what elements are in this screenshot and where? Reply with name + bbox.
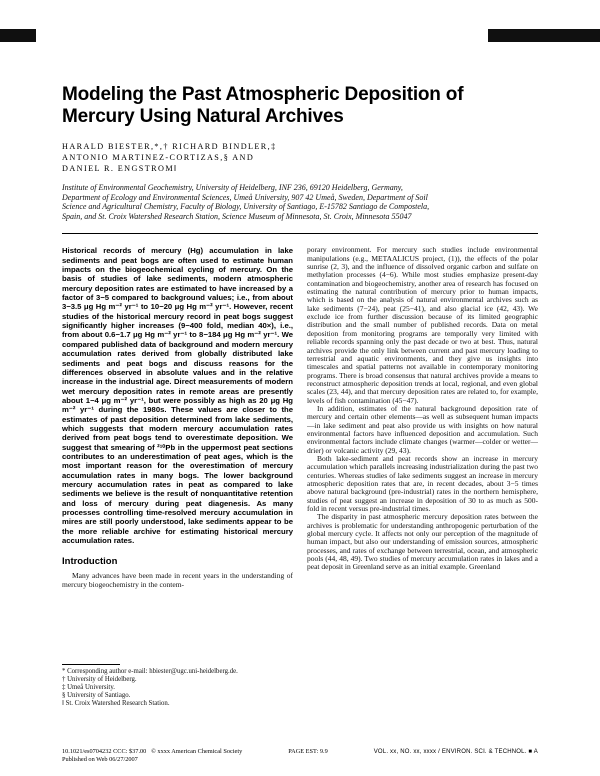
footnote-rule <box>62 664 120 665</box>
article-title: Modeling the Past Atmospheric Deposition of Mercury Using Natural Archives <box>62 84 464 127</box>
page-footer <box>62 748 538 764</box>
right-column <box>307 246 538 708</box>
footer-row-1 <box>62 748 538 756</box>
page-content <box>62 84 538 708</box>
title-divider-rule <box>62 233 538 234</box>
author-line: HARALD BIESTER,*,† RICHARD BINDLER,‡ <box>62 142 277 151</box>
body-paragraph: The disparity in past atmospheric mercury deposition rates between the archives is problematic for understanding anthropogenic perturbation of the global mercury cycle. It affects not only our perception of the magnitude of human impact, but also our understanding of emission sources, atmospheric processes, and rates of exchange between terrestrial, ocean, and atmospheric pools (44, 48, 49). Two studies of mercury accumulation rates in lakes and a peat deposit in Greenland serve as an initial example. Greenland <box>307 512 538 572</box>
section-heading-introduction: Introduction <box>62 556 118 568</box>
footer-doi-text: 10.1021/es0704232 CCC: $37.00 <box>62 748 147 755</box>
abstract-text: Historical records of mercury (Hg) accumulation in lake sediments and peat bogs are often used to estimate human impacts on the biogeochemical cycling of mercury. On the basis of studies of lake sediments, modern atmospheric mercury deposition rates are estimated to have increased by a factor of 3−5 compared to background values; i.e., from about 3−3.5 μg Hg m⁻² yr⁻¹ to 10−20 μg Hg m⁻² yr⁻¹. However, recent studies of the historical mercury record in peat bogs suggest significantly higher increases (9−400 fold, median 40×), i.e., from about 0.6−1.7 μg Hg m⁻² yr⁻¹ to 8−184 μg Hg m⁻² yr⁻¹. We compared published data of background and modern mercury accumulation rates derived from globally distributed lake sediments and peat bogs and discuss reasons for the differences observed in absolute values and in the relative increase in the industrial age. Direct measurements of modern wet mercury deposition rates in remote areas are presently about 1−4 μg m⁻² yr⁻¹, but were possibly as high as 20 μg Hg m⁻² yr⁻¹ during the 1980s. These values are closer to the estimates of past deposition determined from lake sediments, which suggests that modern mercury accumulation rates derived from peat bogs tend to overestimate deposition. We suggest that smearing of ²¹⁰Pb in the uppermost peat sections contributes to an underestimation of peat ages, which is the most important reason for the overestimation of mercury accumulation rates in many bogs. The lower background mercury accumulation rates in peat as compared to lake sediments we believe is the result of nonquantitative retention and loss of mercury during peat diagenesis. As many processes controlling time-resolved mercury accumulation in mires are still poorly understood, lake sediments appear to be the more reliable archive for estimating historical mercury accumulation rates. <box>62 246 293 546</box>
author-line: ANTONIO MARTINEZ-CORTIZAS,§ AND <box>62 153 255 162</box>
masthead-bar-right <box>488 29 600 42</box>
affiliations: Institute of Environmental Geochemistry, University of Heidelberg, INF 236, 69120 Heidelberg, Germany, Department of Ecology and Environmental Sciences, Umeå University, 907 42 Umeå, Sweden, Department of Soil Science and Agricultural Chemistry, Faculty of Biology, University of Santiago, E-15782 Santiago de Compostela, Spain, and St. Croix Watershed Research Station, Science Museum of Minnesota, St. Croix, Minnesota 55047 <box>62 183 430 221</box>
body-paragraph: Both lake-sediment and peat records show an increase in mercury accumulation which parallels increasing industrialization during the past two centuries. Whereas studies of lake sediments suggest an increase in mercury atmospheric deposition rates that are, in recent decades, about 3−5 times above natural background (pre-industrial) rates in the northern hemisphere, studies of peat suggest an increase in deposition of 30 to as much as 500-fold in recent versus pre-industrial times. <box>307 453 538 514</box>
footnote-affiliation-3: § University of Santiago. <box>62 692 131 700</box>
footer-published-date: Published on Web 06/27/2007 <box>62 756 138 763</box>
footer-volume-line: VOL. xx, NO. xx, xxxx / ENVIRON. SCI. & TECHNOL. ■ A <box>373 749 538 755</box>
introduction-paragraph: Many advances have been made in recent years in the understanding of mercury biogeochemistry in the contem- <box>62 571 293 589</box>
author-line: DANIEL R. ENGSTROM‖ <box>62 164 178 173</box>
footer-copyright: © xxxx American Chemical Society <box>151 748 243 755</box>
author-block <box>62 141 538 174</box>
footnote-corresponding-author: * Corresponding author e-mail: hbiester@ugc.uni-heidelberg.de. <box>62 668 238 676</box>
footnote-affiliation-1: † University of Heidelberg. <box>62 676 137 684</box>
footnote-block <box>62 664 293 708</box>
footer-doi <box>62 748 242 756</box>
footnote-affiliation-4: ‖ St. Croix Watershed Research Station. <box>62 700 170 708</box>
left-column <box>62 246 293 708</box>
two-column-body <box>62 246 538 708</box>
body-paragraph: porary environment. For mercury such studies include environmental manipulations (e.g., METAALICUS project, (1)), the effects of the polar sunrise (2, 3), and the influence of dissolved organic carbon and sulfate on methylation processes (4−6). While most studies emphasize present-day contamination and biogeochemistry, another area of research has focused on estimating the natural contribution of mercury prior to human impacts, which is based on the analysis of natural environmental archives such as lake sediments (7−24), peat (25−41), and also glacial ice (42, 43). We exclude ice from further discussion because of its limited geographic distribution and the small number of published records. Data on metal deposition from monitoring programs are temporally very limited with reliable records spanning only the past decade or two at best. Thus, natural archives provide the only link between current and past mercury loading to terrestrial and aquatic environments, and they give us insights into timescales and spatial patterns not available in contemporary monitoring programs. There is broad consensus that natural archives provide a means to reconstruct atmospheric deposition trends at local, regional, and even global scales (23, 44), and that mercury deposition rates are related to, for example, levels of fish contamination (45−47). <box>307 246 538 405</box>
footer-page-estimate: PAGE EST: 9.9 <box>288 748 328 755</box>
footer-row-2 <box>62 756 538 764</box>
body-paragraph: In addition, estimates of the natural background deposition rate of mercury and certain other elements—as well as subsequent human impacts—in lake sediment and peat also provide us with insights on how natural environmental factors have influenced deposition and accumulation. Such environmental factors include climate changes (warmer—colder or wetter—drier) or volcanic activity (29, 43). <box>307 403 538 455</box>
footnote-affiliation-2: ‡ Umeå University. <box>62 684 115 692</box>
masthead-bar-left <box>0 29 36 42</box>
